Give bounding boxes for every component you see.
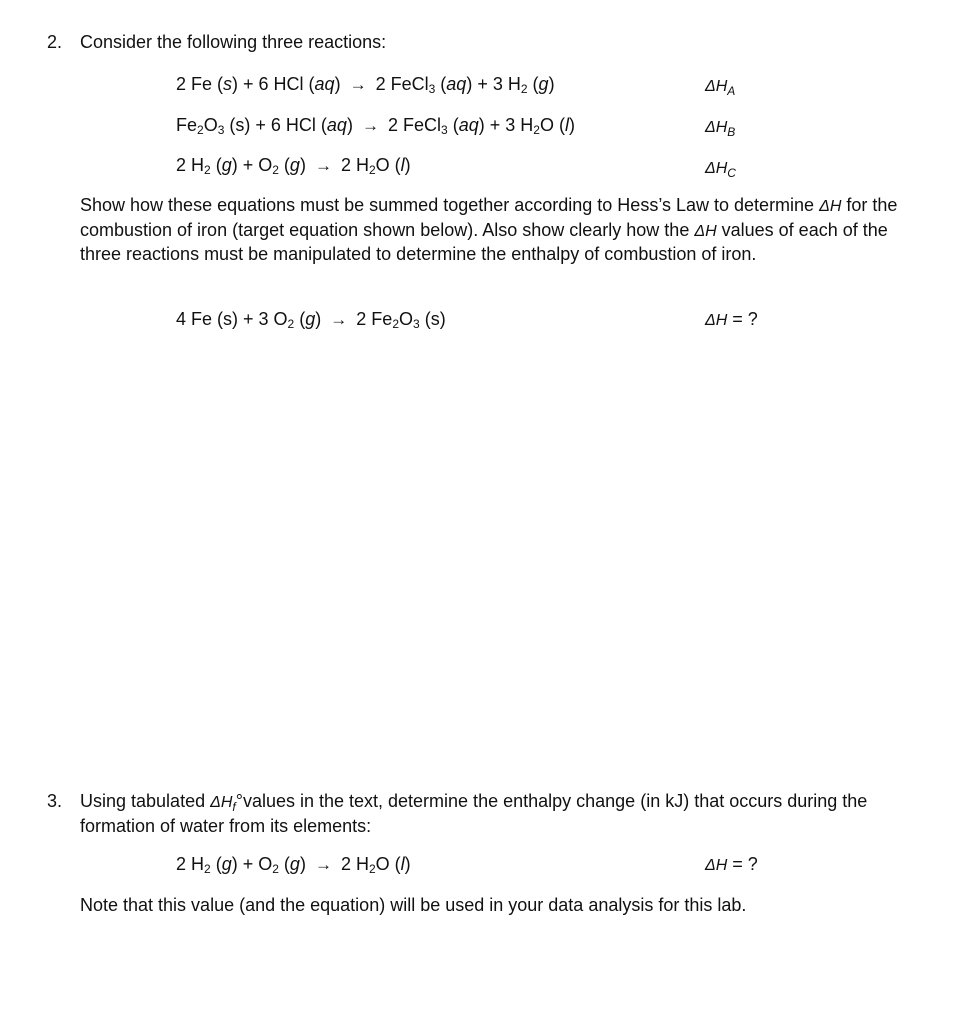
reaction-c-equation: 2 $H_2$ $(g) + O_2$ (g) → 2 $H_2O$ (l) bbox=[176, 155, 411, 177]
question-2-intro: Consider the following three reactions: bbox=[80, 32, 387, 52]
question-3-note: Note that this value (and the equation) will be used in your data analysis for this lab. bbox=[80, 895, 747, 915]
target-delta-h: ΔH = ? bbox=[705, 309, 758, 329]
question-2-instructions: Show how these equations must be summed together according to Hess’s Law to determine ΔH for the combustion of iron (target equation shown below). Also show clearly how the ΔH values of each of the three reactions must be manipulated to determine the enthalpy of combustion of iron. bbox=[80, 195, 898, 264]
reaction-a-equation: 2 Fe (s) + 6 HCl (aq) → 2 FeCl$_3$ (aq) + 3 $H_2$ (g) bbox=[176, 74, 555, 96]
delta-h-a: $\Delta H_A$ bbox=[705, 78, 736, 98]
delta-h-b: $\Delta H_B$ bbox=[705, 119, 736, 139]
reaction-b-equation: $Fe_2O_3$ (s) + 6 HCl (aq) → 2 FeCl$_3$ (aq) + 3 $H_2O$ (l) bbox=[176, 115, 575, 137]
water-delta-h: ΔH = ? bbox=[705, 854, 758, 874]
question-3-prompt: Using tabulated $\Delta H_f^\circ values$ in the text, determine the enthalpy change (in kJ) that occurs during the formation of water from its elements: bbox=[80, 791, 868, 836]
question-2-number: 2. bbox=[47, 32, 63, 52]
reaction-arrow-icon: → bbox=[314, 855, 332, 874]
question-3-number: 3. bbox=[47, 791, 63, 811]
target-equation: 4 Fe (s) + 3 $O_2$ (g) → 2 $Fe_2O_3$ (s) bbox=[176, 309, 446, 331]
reaction-arrow-icon: → bbox=[330, 310, 348, 329]
reaction-arrow-icon: → bbox=[314, 156, 332, 175]
reaction-arrow-icon: → bbox=[361, 116, 379, 135]
water-formation-equation: 2 $H_2$ $(g) + O_2$ (g) → 2 $H_2O$ (l) bbox=[176, 854, 411, 876]
reaction-arrow-icon: → bbox=[349, 75, 367, 94]
delta-h-c: $\Delta H_C$ bbox=[705, 160, 736, 180]
